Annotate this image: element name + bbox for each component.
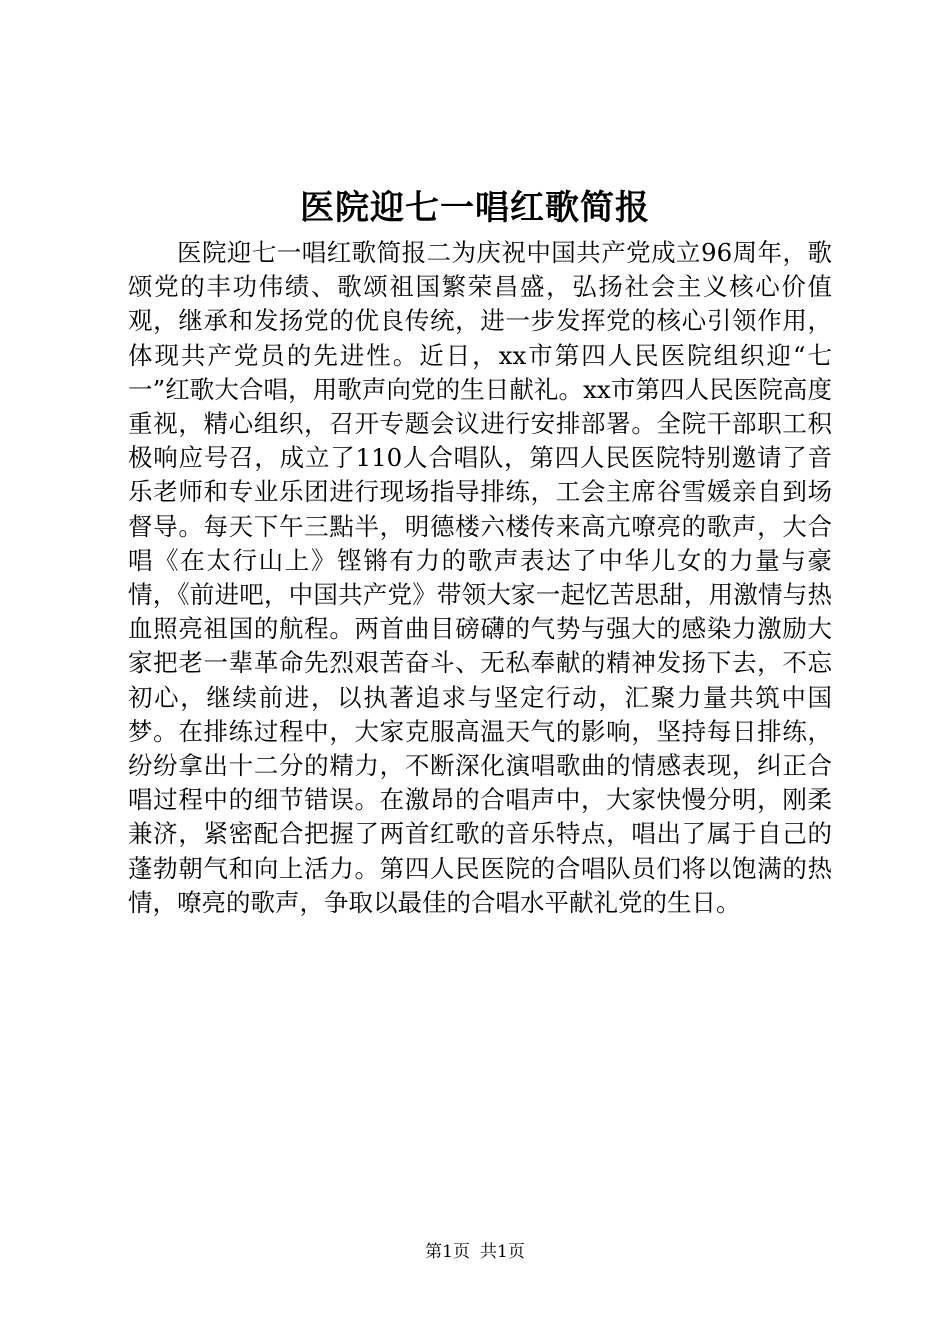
page-footer: [0, 1240, 950, 1264]
document-body-paragraph: 医院迎七一唱红歌简报二为庆祝中国共产党成立96周年，歌颂党的丰功伟绩、歌颂祖国繁荣昌盛，弘扬社会主义核心价值观，继承和发扬党的优良传统，进一步发挥党的核心引领作用，体现共产党员的先进性。近日，xx市第四人民医院组织迎“七一”红歌大合唱，用歌声向党的生日献礼。xx市第四人民医院高度重视，精心组织，召开专题会议进行安排部署。全院干部职工积极响应号召，成立了110人合唱队，第四人民医院特别邀请了音乐老师和专业乐团进行现场指导排练，工会主席谷雪媛亲自到场督导。每天下午三點半，明德楼六楼传来高亢嘹亮的歌声，大合唱《在太行山上》铿锵有力的歌声表达了中华儿女的力量与豪情，《前进吧，中国共产党》带领大家一起忆苦思甜，用激情与热血照亮祖国的航程。两首曲目磅礴的气势与强大的感染力激励大家把老一辈革命先烈艰苦奋斗、无私奉献的精神发扬下去，不忘初心，继续前进，以执著追求与坚定行动，汇聚力量共筑中国梦。在排练过程中，大家克服高温天气的影响，坚持每日排练，纷纷拿出十二分的精力，不断深化演唱歌曲的情感表现，纠正合唱过程中的细节错误。在激昂的合唱声中，大家快慢分明，刚柔兼济，紧密配合把握了两首红歌的音乐特点，唱出了属于自己的蓬勃朝气和向上活力。第四人民医院的合唱队员们将以饱满的热情，嘹亮的歌声，争取以最佳的合唱水平献礼党的生日。: [128, 238, 832, 917]
page-number: 第1页: [425, 1242, 470, 1262]
page-total: 共1页: [480, 1242, 525, 1262]
document-title: 医院迎七一唱红歌简报: [300, 188, 650, 228]
